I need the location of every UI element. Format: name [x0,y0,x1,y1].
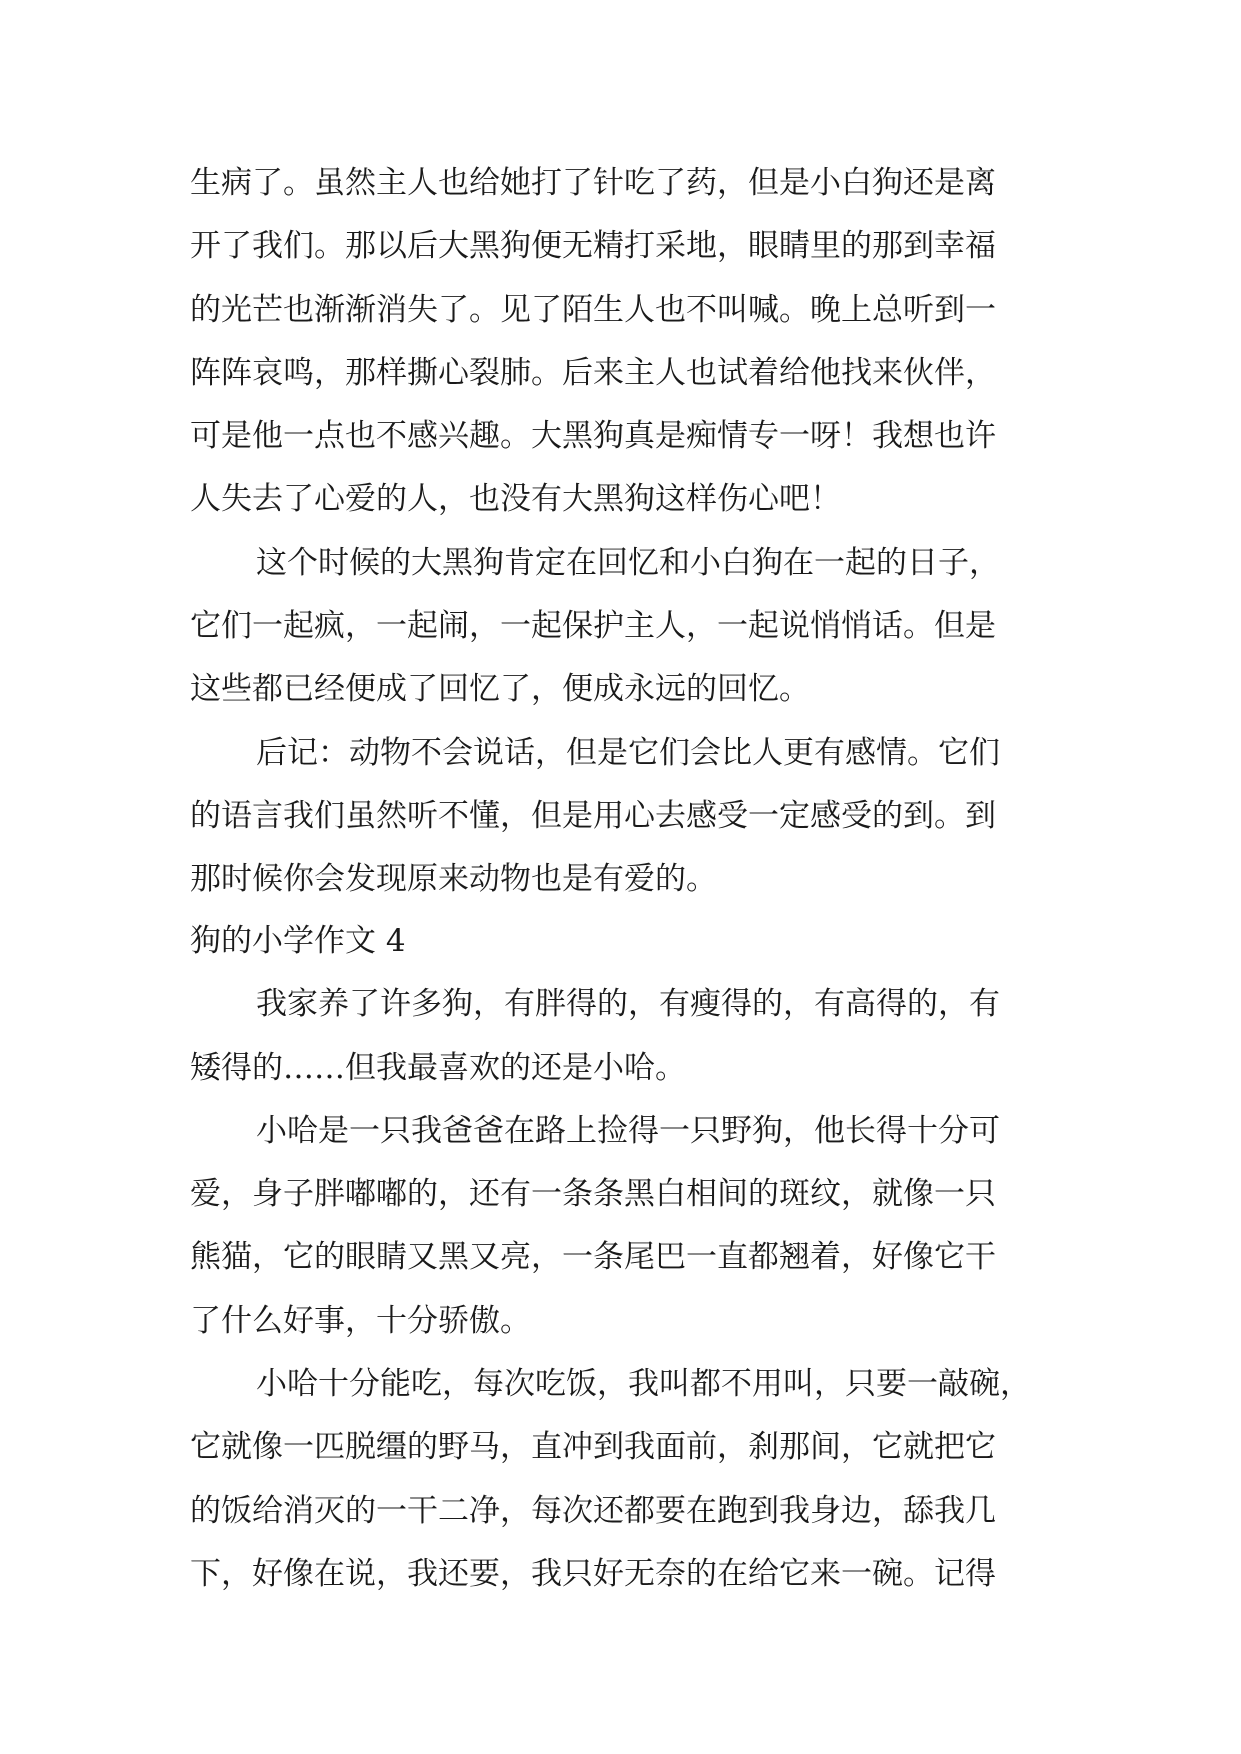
text-line: 它们一起疯，一起闹，一起保护主人，一起说悄悄话。但是 [190,608,996,645]
paragraph-first-line: 小哈是一只我爸爸在路上捡得一只野狗，他长得十分可 [256,1112,1000,1149]
text-line: 这些都已经便成了回忆了，便成永远的回忆。 [190,671,810,708]
text-line: 矮得的……但我最喜欢的还是小哈。 [190,1049,686,1086]
text-line: 它就像一匹脱缰的野马，直冲到我面前，刹那间，它就把它 [190,1429,996,1466]
text-line: 可是他一点也不感兴趣。大黑狗真是痴情专一呀！我想也许 [190,418,996,455]
text-line: 爱，身子胖嘟嘟的，还有一条条黑白相间的斑纹，就像一只 [190,1176,996,1213]
text-line: 的饭给消灭的一干二净，每次还都要在跑到我身边，舔我几 [190,1492,996,1529]
section-title: 狗的小学作文 4 [190,923,406,959]
text-line: 下，好像在说，我还要，我只好无奈的在给它来一碗。记得 [190,1555,996,1592]
paragraph-first-line: 这个时候的大黑狗肯定在回忆和小白狗在一起的日子， [256,544,1000,581]
text-line: 熊猫，它的眼睛又黑又亮，一条尾巴一直都翘着，好像它干 [190,1239,996,1276]
essay-4-section [190,910,1070,1606]
text-line: 的语言我们虽然听不懂，但是用心去感受一定感受的到。到 [190,797,996,834]
text-line: 阵阵哀鸣，那样撕心裂肺。后来主人也试着给他找来伙伴， [190,354,996,391]
text-line: 开了我们。那以后大黑狗便无精打采地，眼睛里的那到幸福 [190,228,996,265]
text-line: 人失去了心爱的人，也没有大黑狗这样伤心吧！ [190,481,841,518]
text-line: 的光芒也渐渐消失了。见了陌生人也不叫喊。晚上总听到一 [190,291,996,328]
text-line: 那时候你会发现原来动物也是有爱的。 [190,861,717,898]
paragraph-first-line: 小哈十分能吃，每次吃饭，我叫都不用叫，只要一敲碗， [256,1366,1031,1403]
essay-continued-text [190,152,1070,912]
paragraph-first-line: 后记：动物不会说话，但是它们会比人更有感情。它们 [256,734,1000,771]
paragraph-first-line: 我家养了许多狗，有胖得的，有瘦得的，有高得的，有 [256,986,1000,1023]
text-line: 生病了。虽然主人也给她打了针吃了药，但是小白狗还是离 [190,165,996,201]
text-line: 了什么好事，十分骄傲。 [190,1302,531,1339]
